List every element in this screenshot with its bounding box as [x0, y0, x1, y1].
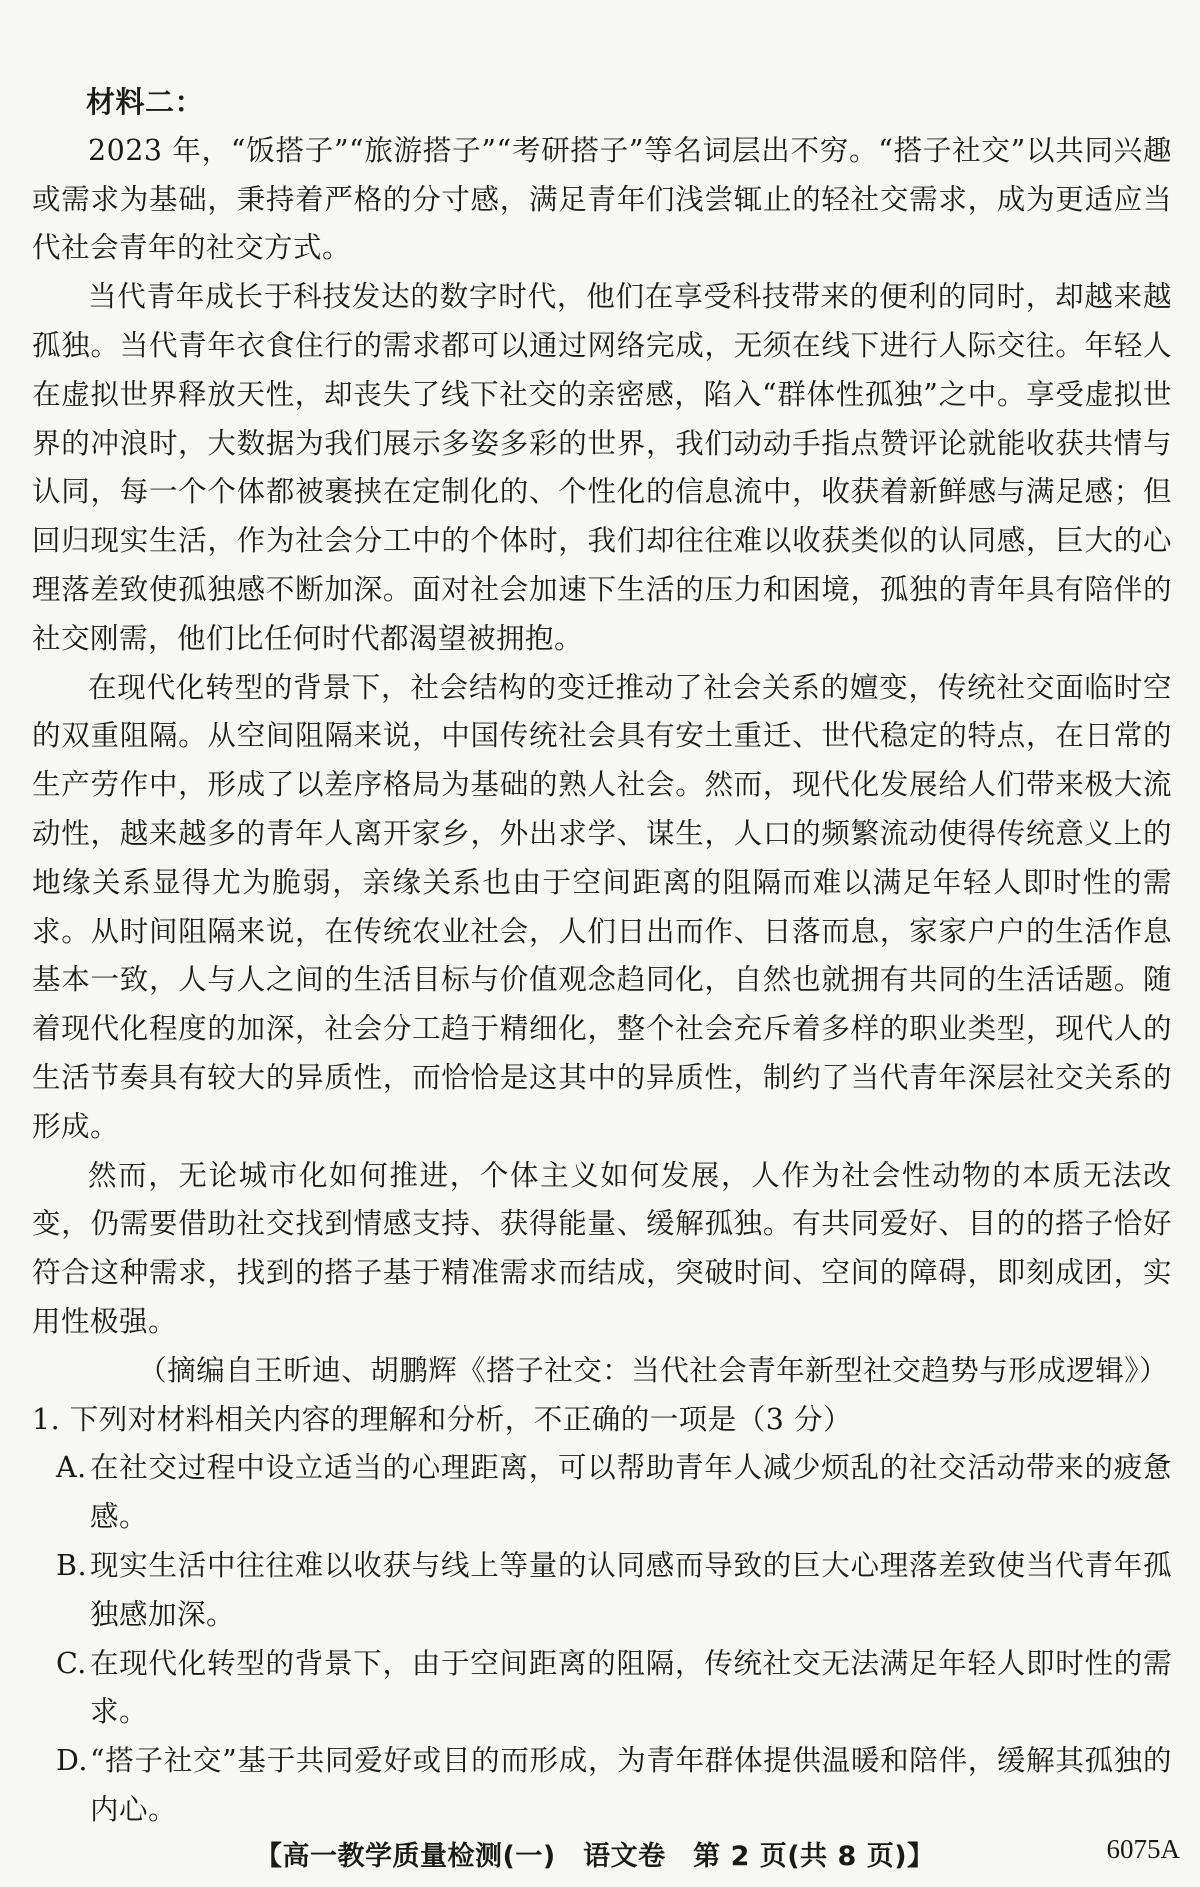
option-letter: A. — [56, 1451, 87, 1485]
option-letter: C. — [56, 1646, 87, 1680]
paragraph-4: 然而，无论城市化如何推进，个体主义如何发展，人作为社会性动物的本质无法改变，仍需要借助社交找到情感支持、获得能量、缓解孤独。有共同爱好、目的的搭子恰好符合这种需求，找到的搭子基于精准需求而结成，突破时间、空间的障碍，即刻成团，实用性极强。 — [32, 1158, 1172, 1338]
option-text: 在现代化转型的背景下，由于空间距离的阻隔，传统社交无法满足年轻人即时性的需求。 — [90, 1646, 1172, 1729]
question-stem: 1. 下列对材料相关内容的理解和分析，不正确的一项是（3 分） — [32, 1402, 852, 1436]
option-text: 在社交过程中设立适当的心理距离，可以帮助青年人减少烦乱的社交活动带来的疲惫感。 — [90, 1451, 1172, 1534]
option-letter: D. — [56, 1744, 88, 1778]
source-citation: （摘编自王昕迪、胡鹏辉《搭子社交：当代社会青年新型社交趋势与形成逻辑》） — [138, 1353, 1168, 1387]
footer-code: 6075A — [1106, 1834, 1180, 1864]
option-d — [32, 1737, 1172, 1835]
paragraph-2: 当代青年成长于科技发达的数字时代，他们在享受科技带来的便利的同时，却越来越孤独。当代青年衣食住行的需求都可以通过网络完成，无须在线下进行人际交往。年轻人在虚拟世界释放天性，却丧失了线下社交的亲密感，陷入“群体性孤独”之中。享受虚拟世界的冲浪时，大数据为我们展示多姿多彩的世界，我们动动手指点赞评论就能收获共情与认同，每一个个体都被裹挟在定制化的、个性化的信息流中，收获着新鲜感与满足感；但回归现实生活，作为社会分工中的个体时，我们却往往难以收获类似的认同感，巨大的心理落差致使孤独感不断加深。面对社会加速下生活的压力和困境，孤独的青年具有陪伴的社交刚需，他们比任何时代都渴望被拥抱。 — [32, 280, 1172, 655]
option-a — [32, 1444, 1172, 1542]
paragraph-1: 2023 年，“饭搭子”“旅游搭子”“考研搭子”等名词层出不穷。“搭子社交”以共同兴趣或需求为基础，秉持着严格的分寸感，满足青年们浅尝辄止的轻社交需求，成为更适应当代社会青年的社交方式。 — [32, 133, 1172, 265]
option-b — [32, 1542, 1172, 1640]
page-footer — [0, 1834, 1200, 1874]
answer-options — [32, 1444, 1172, 1834]
option-text: “搭子社交”基于共同爱好或目的而形成，为青年群体提供温暖和陪伴，缓解其孤独的内心。 — [90, 1744, 1172, 1826]
material-heading: 材料二： — [86, 85, 205, 119]
page-content — [32, 78, 1172, 1835]
option-c — [32, 1640, 1172, 1738]
option-text: 现实生活中往往难以收获与线上等量的认同感而导致的巨大心理落差致使当代青年孤独感加深。 — [90, 1548, 1172, 1631]
option-letter: B. — [56, 1548, 88, 1582]
footer-title: 【高一教学质量检测(一) 语文卷 第 2 页(共 8 页)】 — [255, 1841, 935, 1872]
paragraph-3: 在现代化转型的背景下，社会结构的变迁推动了社会关系的嬗变，传统社交面临时空的双重阻隔。从空间阻隔来说，中国传统社会具有安土重迁、世代稳定的特点，在日常的生产劳作中，形成了以差序格局为基础的熟人社会。然而，现代化发展给人们带来极大流动性，越来越多的青年人离开家乡，外出求学、谋生，人口的频繁流动使得传统意义上的地缘关系显得尤为脆弱，亲缘关系也由于空间距离的阻隔而难以满足年轻人即时性的需求。从时间阻隔来说，在传统农业社会，人们日出而作、日落而息，家家户户的生活作息基本一致，人与人之间的生活目标与价值观念趋同化，自然也就拥有共同的生活话题。随着现代化程度的加深，社会分工趋于精细化，整个社会充斥着多样的职业类型，现代人的生活节奏具有较大的异质性，而恰恰是这其中的异质性，制约了当代青年深层社交关系的形成。 — [32, 670, 1172, 1143]
